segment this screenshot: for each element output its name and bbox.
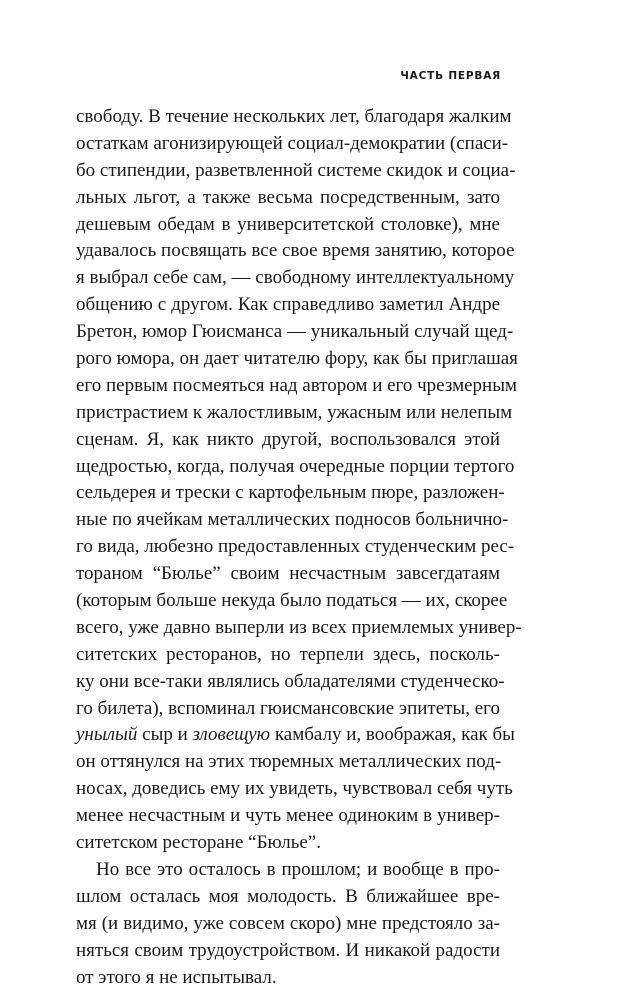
text-line: ситетском ресторане “Бюлье”. xyxy=(76,832,321,854)
text-line: щедростью, когда, получая очередные порции тертого xyxy=(76,455,515,477)
text-line: пристрастием к жалостливым, ужасным или нелепым xyxy=(76,401,513,423)
text-line: остаткам агонизирующей социал-демократии (спаси- xyxy=(76,132,509,154)
text-line: всего, уже давно выперли из всех приемлемых универ- xyxy=(76,616,522,638)
paragraph-1 xyxy=(76,104,522,857)
italic-word: зловещую xyxy=(192,724,271,746)
text-line: ные по ячейкам металлических подносов больнично- xyxy=(76,509,509,531)
text-line: сценам. Я, как никто другой, воспользовался этой xyxy=(76,428,500,450)
text-line: ситетских ресторанов, но терпели здесь, посколь- xyxy=(76,643,500,665)
text-line: удавалось посвящать все свое время занятию, которое xyxy=(76,240,515,262)
text-line: Бретон, юмор Гюисманса — уникальный случай щед- xyxy=(76,321,514,343)
text-fragment: сыр и xyxy=(137,724,193,746)
italic-word: унылый xyxy=(76,724,138,746)
text-line: я выбрал себе сам, — свободному интеллектуальному xyxy=(76,267,515,289)
text-line: сельдерея и трески с картофельным пюре, разложен- xyxy=(76,482,505,504)
text-line: ку они все-таки являлись обладателями студенческо- xyxy=(76,670,505,692)
text-line: (которым больше некуда было податься — их, скорее xyxy=(76,590,508,612)
text-line: го вида, любезно предоставленных студенческим рес- xyxy=(76,536,515,558)
text-line-italic-words xyxy=(76,722,515,749)
text-line: менее несчастным и чуть менее одиноким в универ- xyxy=(76,805,500,827)
running-head: ЧАСТЬ ПЕРВАЯ xyxy=(400,70,501,82)
body-text xyxy=(76,104,522,991)
text-line: Но все это осталось в прошлом; и вообще в про- xyxy=(96,858,500,880)
text-line: шлом осталась моя молодость. В ближайшее вре- xyxy=(76,885,500,907)
text-line: рого юмора, он дает читателю фору, как бы приглашая xyxy=(76,348,518,370)
text-line: свободу. В течение нескольких лет, благодаря жалким xyxy=(76,106,512,127)
text-line: тораном “Бюлье” своим несчастным завсегдатаям xyxy=(76,563,500,585)
text-line: льных льгот, а также весьма посредственным, зато xyxy=(76,186,500,208)
text-line: мя (и видимо, уже совсем скоро) мне предстояло за- xyxy=(76,912,500,934)
text-line: носах, доведись ему их увидеть, чувствовал себя чуть xyxy=(76,778,513,800)
text-line: от этого я не испытывал. xyxy=(76,966,277,988)
paragraph-2 xyxy=(76,857,500,991)
text-line: бо стипендии, разветвленной системе скидок и социа- xyxy=(76,159,516,181)
text-line: няться своим трудоустройством. И никакой радости xyxy=(76,939,500,961)
text-fragment: камбалу и, воображая, как бы xyxy=(270,724,515,746)
text-line: общению с другом. Как справедливо заметил Андре xyxy=(76,294,500,316)
text-line: го билета), вспоминал гюисмансовские эпитеты, его xyxy=(76,697,500,719)
text-line: его первым посмеяться над автором и его чрезмерным xyxy=(76,374,517,396)
text-line: он оттянулся на этих тюремных металлических под- xyxy=(76,751,502,773)
text-line: дешевым обедам в университетской столовке), мне xyxy=(76,213,500,235)
